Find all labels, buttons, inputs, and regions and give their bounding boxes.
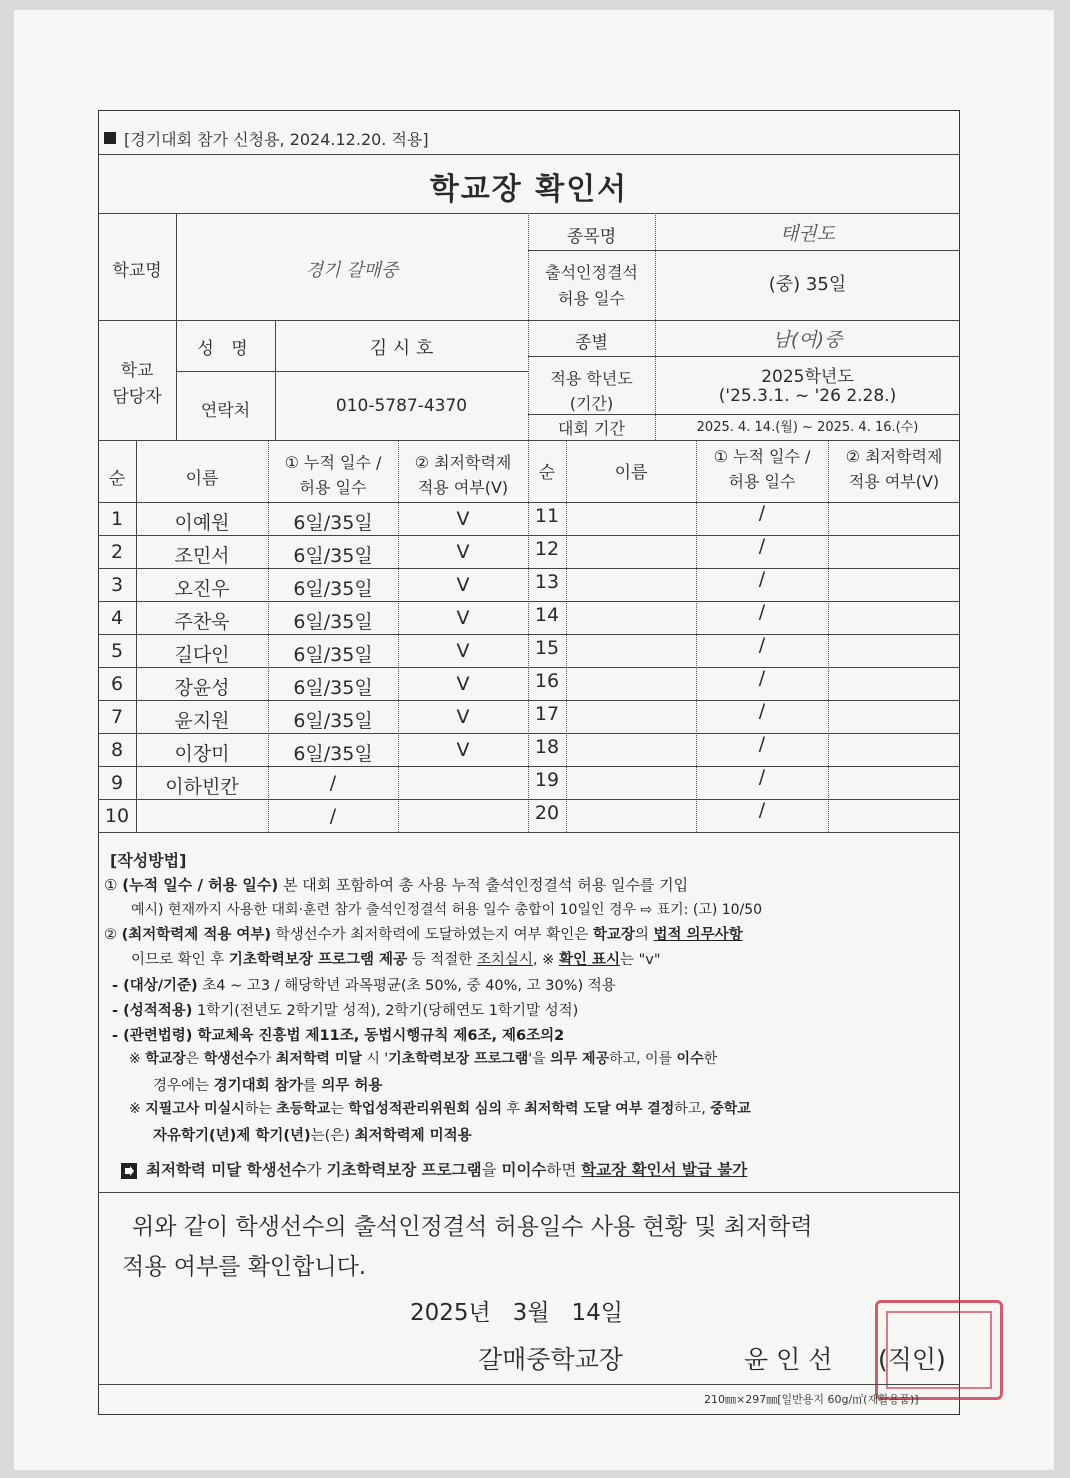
- text: 초4 ~ 고3 / 해당학년 과목평균(초 50%, 중 40%, 고 30%) 적용: [197, 978, 616, 994]
- col-days-right-2: 허용 일수: [728, 472, 796, 491]
- apply-note: [경기대회 참가 신청용, 2024.12.20. 적용]: [124, 130, 429, 149]
- related-laws: - (관련법령) 학교체육 진흥법 제11조, 동법시행규칙 제6조, 제6조의2: [112, 1028, 565, 1044]
- row-name: 이장미: [174, 743, 230, 765]
- text: 1학기(전년도 2학기말 성적), 2학기(당해연도 1학기말 성적): [192, 1003, 579, 1019]
- row-no: 16: [534, 670, 560, 692]
- col-days-left-2: 허용 일수: [299, 478, 367, 497]
- seal-label: (직인): [878, 1345, 946, 1374]
- principal-title: 갈매중학교장: [478, 1345, 623, 1374]
- row-no: 1: [110, 508, 124, 530]
- row-no: 17: [534, 703, 560, 725]
- row-no: 13: [534, 571, 560, 593]
- row-days: /: [758, 568, 766, 590]
- col-name-left: 이름: [185, 469, 219, 489]
- text: 미이수: [501, 1161, 547, 1179]
- method-item-1-example: 예시) 현재까지 사용한 대회·훈련 참가 출석인정결석 허용 일수 총합이 10일인 경우 ⇨ 표기: (고) 10/50: [131, 902, 763, 918]
- row-days: 6일/35일: [293, 611, 373, 633]
- row-check: V: [456, 739, 470, 761]
- text: 이므로 확인 후: [131, 952, 229, 968]
- text: 의무 허용: [321, 1078, 383, 1094]
- name-value: 김 시 호: [369, 338, 434, 359]
- col-min-left-1: ② 최저학력제: [414, 453, 512, 472]
- principal-name: 윤 인 선: [744, 1345, 833, 1374]
- text: 가: [306, 1161, 327, 1179]
- text: 확인 표시: [558, 952, 621, 968]
- row-check: V: [456, 541, 470, 563]
- text: 이수: [676, 1051, 704, 1067]
- text: 하고, 이를: [609, 1051, 677, 1067]
- text: 지필고사 미실시: [145, 1101, 245, 1117]
- row-days: /: [758, 667, 766, 689]
- row-no: 18: [534, 736, 560, 758]
- text: ※: [129, 1051, 146, 1067]
- row-no: 8: [110, 739, 124, 761]
- row-days: /: [329, 772, 337, 794]
- text: 은: [185, 1051, 204, 1067]
- text: 학생선수: [203, 1051, 258, 1067]
- row-days: 6일/35일: [293, 644, 373, 666]
- confirm-date: 2025년 3월 14일: [410, 1300, 623, 1326]
- text: 학생선수가 최저학력에 도달하였는지 여부 확인은: [271, 927, 593, 943]
- paper-spec-note: 210㎜×297㎜[일반용지 60g/㎡(재활용품)]: [704, 1393, 919, 1406]
- gender-value: 남(여)중: [772, 329, 843, 351]
- note-elementary-line-2: [153, 1124, 472, 1145]
- text: 중학교: [710, 1101, 751, 1117]
- text: 한: [703, 1051, 718, 1067]
- note-principal-line-2: [153, 1074, 382, 1095]
- absence-value: (중) 35일: [768, 274, 847, 295]
- row-days: 6일/35일: [293, 545, 373, 567]
- event-value: 2025. 4. 14.(월) ~ 2025. 4. 16.(수): [696, 420, 919, 435]
- text: 자유학기(년)제 학기(년): [153, 1128, 311, 1144]
- text: 기초학력보장 프로그램 제공: [228, 952, 408, 968]
- text: 경우에는: [153, 1078, 214, 1094]
- school-value: 경기 갈매중: [305, 260, 399, 281]
- text: 최저학력 미달 학생선수: [146, 1161, 307, 1179]
- row-no: 3: [110, 574, 124, 596]
- row-days: /: [758, 634, 766, 656]
- col-min-right-2: 적용 여부(V): [848, 472, 940, 491]
- row-no: 2: [110, 541, 124, 563]
- col-min-left-2: 적용 여부(V): [417, 478, 509, 497]
- year-label-1: 적용 학년도: [550, 369, 633, 388]
- text: 를: [302, 1078, 322, 1094]
- event-label: 대회 기간: [558, 419, 625, 438]
- text: 하면: [546, 1161, 582, 1179]
- target-criteria: [112, 974, 616, 995]
- row-days: 6일/35일: [293, 743, 373, 765]
- col-days-right-1: ① 누적 일수 /: [713, 447, 811, 466]
- row-no: 12: [534, 538, 560, 560]
- row-no: 9: [110, 772, 124, 794]
- row-days: 6일/35일: [293, 677, 373, 699]
- row-check: V: [456, 607, 470, 629]
- text: 등 적절한: [407, 952, 477, 968]
- min-term: (최저학력제 적용 여부): [121, 927, 272, 943]
- circled-two: ②: [104, 927, 117, 943]
- text: 후: [501, 1101, 525, 1117]
- row-name: 이예원: [174, 512, 230, 534]
- confirm-line-2: 적용 여부를 확인합니다.: [122, 1254, 367, 1280]
- text: 조치실시: [476, 952, 533, 968]
- row-check: V: [456, 574, 470, 596]
- arrow-box-icon: [121, 1163, 137, 1179]
- manager-label-1: 학교: [120, 361, 154, 381]
- row-name: 주찬욱: [174, 611, 230, 633]
- row-no: 10: [104, 805, 130, 827]
- row-name: 길다인: [174, 644, 230, 666]
- row-days: 6일/35일: [293, 578, 373, 600]
- note-elementary: [129, 1098, 751, 1118]
- text: 최저학력 도달 여부 결정: [524, 1101, 675, 1117]
- black-square-icon: [104, 132, 116, 144]
- row-no: 5: [110, 640, 124, 662]
- row-check: V: [456, 673, 470, 695]
- row-no: 15: [534, 637, 560, 659]
- row-days: /: [758, 601, 766, 623]
- manager-label-2: 담당자: [112, 387, 162, 407]
- row-days: /: [758, 700, 766, 722]
- text: 경기대회 참가: [213, 1078, 303, 1094]
- grade-application: [112, 999, 578, 1020]
- col-name-right: 이름: [614, 463, 648, 483]
- absence-label-2: 허용 일수: [558, 289, 625, 308]
- row-no: 14: [534, 604, 560, 626]
- year-label-2: (기간): [569, 394, 614, 413]
- row-check: V: [456, 706, 470, 728]
- form-title: 학교장 확인서: [429, 172, 629, 207]
- method-item-1: [104, 874, 688, 895]
- text: 최저학력제 미적용: [354, 1128, 472, 1144]
- text: 는: [330, 1101, 349, 1117]
- method-item-2: [104, 923, 743, 944]
- text: ※: [129, 1101, 146, 1117]
- row-no: 7: [110, 706, 124, 728]
- method-item-2-line-2: [131, 948, 661, 969]
- sport-label: 종목명: [566, 227, 617, 247]
- text: 학교장 확인서 발급 불가: [581, 1161, 748, 1179]
- row-days: /: [329, 805, 337, 827]
- text: 하고,: [674, 1101, 711, 1117]
- row-days: 6일/35일: [293, 710, 373, 732]
- text: 기초학력보장 프로그램: [326, 1161, 482, 1179]
- contact-value: 010-5787-4370: [335, 396, 468, 416]
- text: - (대상/기준): [112, 978, 198, 994]
- row-no: 11: [534, 505, 560, 527]
- year-value-1: 2025학년도: [761, 367, 854, 387]
- text: - (성적적용): [112, 1003, 193, 1019]
- row-check: V: [456, 640, 470, 662]
- text: 가: [257, 1051, 276, 1067]
- col-min-right-1: ② 최저학력제: [845, 447, 943, 466]
- text: 하는: [244, 1101, 277, 1117]
- row-no: 20: [534, 802, 560, 824]
- text: 학업성적관리위원회 심의: [348, 1101, 502, 1117]
- text: 는 "v": [620, 952, 661, 968]
- row-name: 이하빈칸: [165, 776, 239, 798]
- text: '을: [528, 1051, 551, 1067]
- row-name: 윤지원: [174, 710, 230, 732]
- text: 학교장: [592, 927, 635, 943]
- confirm-line-1: 위와 같이 학생선수의 출석인정결석 허용일수 사용 현황 및 최저학력: [132, 1214, 813, 1240]
- row-days: /: [758, 733, 766, 755]
- text: , ※: [532, 952, 559, 968]
- text: 최저학력 미달: [275, 1051, 362, 1067]
- circled-one: ①: [104, 876, 118, 894]
- row-days: /: [758, 535, 766, 557]
- row-days: /: [758, 766, 766, 788]
- sport-value: 태권도: [779, 223, 836, 245]
- row-days: /: [758, 799, 766, 821]
- school-label: 학교명: [112, 261, 162, 281]
- absence-label-1: 출석인정결석: [545, 263, 638, 282]
- year-value-2: ('25.3.1. ~ '26 2.28.): [718, 386, 897, 406]
- col-days-left-1: ① 누적 일수 /: [284, 453, 382, 472]
- text: 을: [481, 1161, 502, 1179]
- text: 초등학교: [276, 1101, 331, 1117]
- col-no-right: 순: [538, 463, 556, 483]
- note-principal: [129, 1048, 717, 1068]
- row-no: 6: [110, 673, 124, 695]
- row-days: /: [758, 502, 766, 524]
- text: 의: [634, 927, 654, 943]
- row-name: 장윤성: [174, 677, 230, 699]
- gender-label: 종별: [575, 333, 608, 353]
- days-term: (누적 일수 / 허용 일수): [122, 876, 279, 894]
- name-label: 성 명: [197, 339, 254, 359]
- col-no-left: 순: [108, 469, 126, 489]
- method-title: [작성방법]: [110, 851, 187, 870]
- text: 학교장: [145, 1051, 186, 1067]
- row-no: 4: [110, 607, 124, 629]
- row-name: 오진우: [174, 578, 230, 600]
- row-days: 6일/35일: [293, 512, 373, 534]
- final-warning: [146, 1158, 747, 1180]
- method-item-1-text: 본 대회 포함하여 총 사용 누적 출석인정결석 허용 일수를 기입: [278, 876, 689, 894]
- row-no: 19: [534, 769, 560, 791]
- text: 기초학력보장 프로그램: [388, 1051, 529, 1067]
- contact-label: 연락처: [200, 401, 251, 421]
- text: 법적 의무사항: [653, 927, 743, 943]
- text: 의무 제공: [550, 1051, 610, 1067]
- text: 는(은): [310, 1128, 355, 1144]
- text: 시 ': [361, 1051, 389, 1067]
- row-name: 조민서: [174, 545, 230, 567]
- row-check: V: [456, 508, 470, 530]
